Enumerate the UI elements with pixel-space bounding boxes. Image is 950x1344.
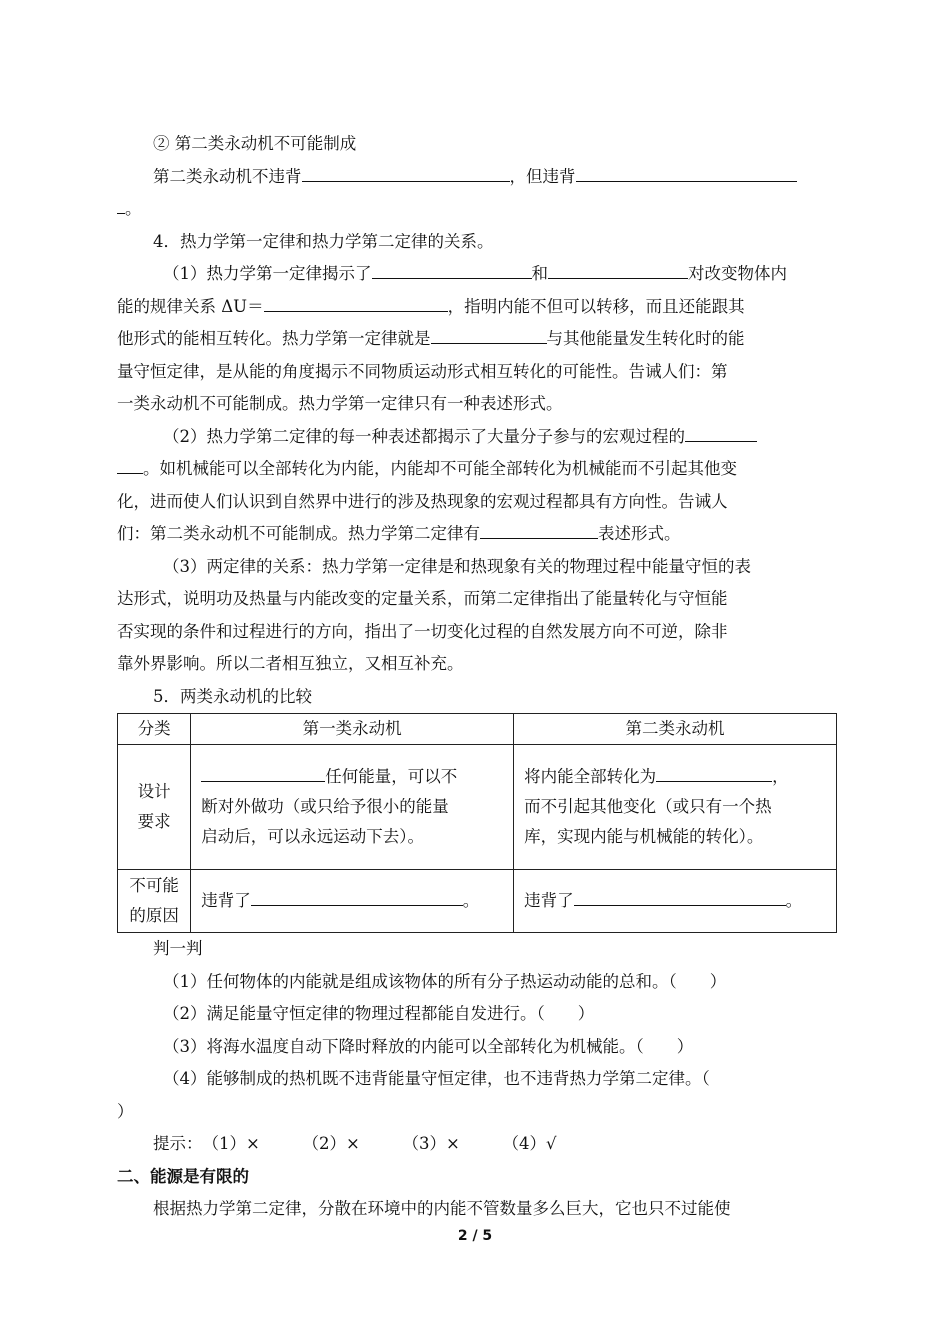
text-line	[117, 161, 837, 194]
table-cell: 任何能量，可以不 断对外做功（或只给予很小的能量 启动后，可以永远运动下去）。	[191, 745, 514, 870]
fill-blank[interactable]	[685, 423, 757, 442]
fill-blank[interactable]	[251, 887, 463, 906]
text-line	[117, 453, 837, 486]
table-cell: 违背了 。	[191, 870, 514, 933]
table-row	[118, 745, 837, 870]
text-line: ② 第二类永动机不可能制成	[153, 134, 357, 153]
table-row	[118, 870, 837, 933]
text-fragment: 第二类永动机不违背	[153, 166, 302, 186]
page-number: 2 / 5	[457, 1228, 493, 1244]
table-cell: 将内能全部转化为 ， 而不引起其他变化（或只有一个热 库，实现内能与机械能的转化）。	[514, 745, 837, 870]
row-label: 设计要求	[118, 745, 191, 870]
judge-question: （3）将海水温度自动下降时释放的内能可以全部转化为机械能。（ ）	[163, 1036, 694, 1056]
text-fragment: 。	[125, 199, 142, 218]
text-fragment: 表述形式。	[598, 524, 681, 543]
document-body	[117, 128, 837, 1226]
text-fragment: （1）热力学第一定律揭示了	[163, 264, 372, 283]
text-fragment: 。如机械能可以全部转化为内能，内能却不可能全部转化为机械能而不引起其他变	[143, 459, 737, 478]
fill-blank[interactable]	[201, 763, 325, 782]
fill-blank[interactable]	[431, 325, 547, 344]
text-line: 量守恒定律，是从能的角度揭示不同物质运动形式相互转化的可能性。告诫人们：第	[117, 361, 728, 381]
fill-blank[interactable]	[117, 455, 143, 474]
table-header-row	[118, 714, 837, 745]
text-fragment: ，指明内能不但可以转移，而且还能跟其	[447, 296, 745, 316]
fill-blank[interactable]	[302, 163, 510, 182]
hint-answer: （3）×	[402, 1134, 460, 1153]
text-line	[117, 421, 837, 454]
text-fragment: 们：第二类永动机不可能制成。热力学第二定律有	[117, 524, 480, 543]
comparison-table	[117, 713, 837, 933]
section-heading-5: 5．两类永动机的比较	[153, 686, 312, 706]
text-line: 根据热力学第二定律，分散在环境中的内能不管数量多么巨大，它也只不过能使	[153, 1199, 731, 1218]
text-fragment: ，但违背	[509, 166, 576, 186]
table-cell: 违背了 。	[514, 870, 837, 933]
text-fragment: 能的规律关系 ΔU＝	[117, 296, 264, 316]
section-title: 二、能源是有限的	[117, 1166, 249, 1186]
hint-label: 提示：	[153, 1134, 203, 1153]
hint-line	[117, 1128, 837, 1161]
text-fragment: 他形式的能相互转化。热力学第一定律就是	[117, 329, 431, 348]
hint-answer: （4）√	[502, 1134, 557, 1153]
text-line: 达形式，说明功及热量与内能改变的定量关系，而第二定律指出了能量转化与守恒能	[117, 589, 728, 608]
fill-blank[interactable]	[574, 887, 786, 906]
judge-question: （4）能够制成的热机既不违背能量守恒定律，也不违背热力学第二定律。（	[163, 1069, 710, 1088]
text-line: 化，进而使人们认识到自然界中进行的涉及热现象的宏观过程都具有方向性。告诫人	[117, 491, 728, 511]
text-line	[117, 193, 837, 226]
text-line	[117, 518, 837, 551]
text-line	[117, 291, 837, 324]
section-heading-4: 4．热力学第一定律和热力学第二定律的关系。	[153, 231, 494, 251]
text-line: 靠外界影响。所以二者相互独立，又相互补充。	[117, 654, 464, 673]
text-line: （3）两定律的关系：热力学第一定律是和热现象有关的物理过程中能量守恒的表	[163, 556, 751, 576]
text-line	[117, 258, 837, 291]
text-line: 否实现的条件和过程进行的方向，指出了一切变化过程的自然发展方向不可逆，除非	[117, 621, 728, 641]
table-header-cell: 第二类永动机	[514, 714, 837, 745]
judge-question: （1）任何物体的内能就是组成该物体的所有分子热运动动能的总和。（ ）	[163, 971, 727, 991]
fill-blank[interactable]	[372, 260, 532, 279]
fill-blank[interactable]	[576, 163, 797, 182]
text-line	[117, 323, 837, 356]
hint-answer: （2）×	[302, 1134, 360, 1153]
judge-title: 判一判	[153, 939, 203, 958]
text-fragment: （2）热力学第二定律的每一种表述都揭示了大量分子参与的宏观过程的	[163, 426, 685, 446]
table-header-cell: 第一类永动机	[191, 714, 514, 745]
fill-blank[interactable]	[480, 520, 598, 539]
table-header-cell: 分类	[118, 714, 191, 745]
judge-question: （2）满足能量守恒定律的物理过程都能自发进行。（ ）	[163, 1004, 595, 1023]
hint-answer: （1）×	[202, 1134, 260, 1153]
text-fragment: 与其他能量发生转化时的能	[546, 329, 745, 348]
fill-blank[interactable]	[117, 195, 125, 214]
row-label: 不可能的原因	[118, 870, 191, 933]
fill-blank[interactable]	[548, 260, 688, 279]
fill-blank[interactable]	[656, 763, 772, 782]
text-fragment: 对改变物体内	[688, 264, 787, 283]
text-fragment: 和	[531, 264, 548, 283]
text-line: ）	[117, 1101, 134, 1121]
fill-blank[interactable]	[264, 293, 448, 312]
text-line: 一类永动机不可能制成。热力学第一定律只有一种表述形式。	[117, 394, 563, 413]
